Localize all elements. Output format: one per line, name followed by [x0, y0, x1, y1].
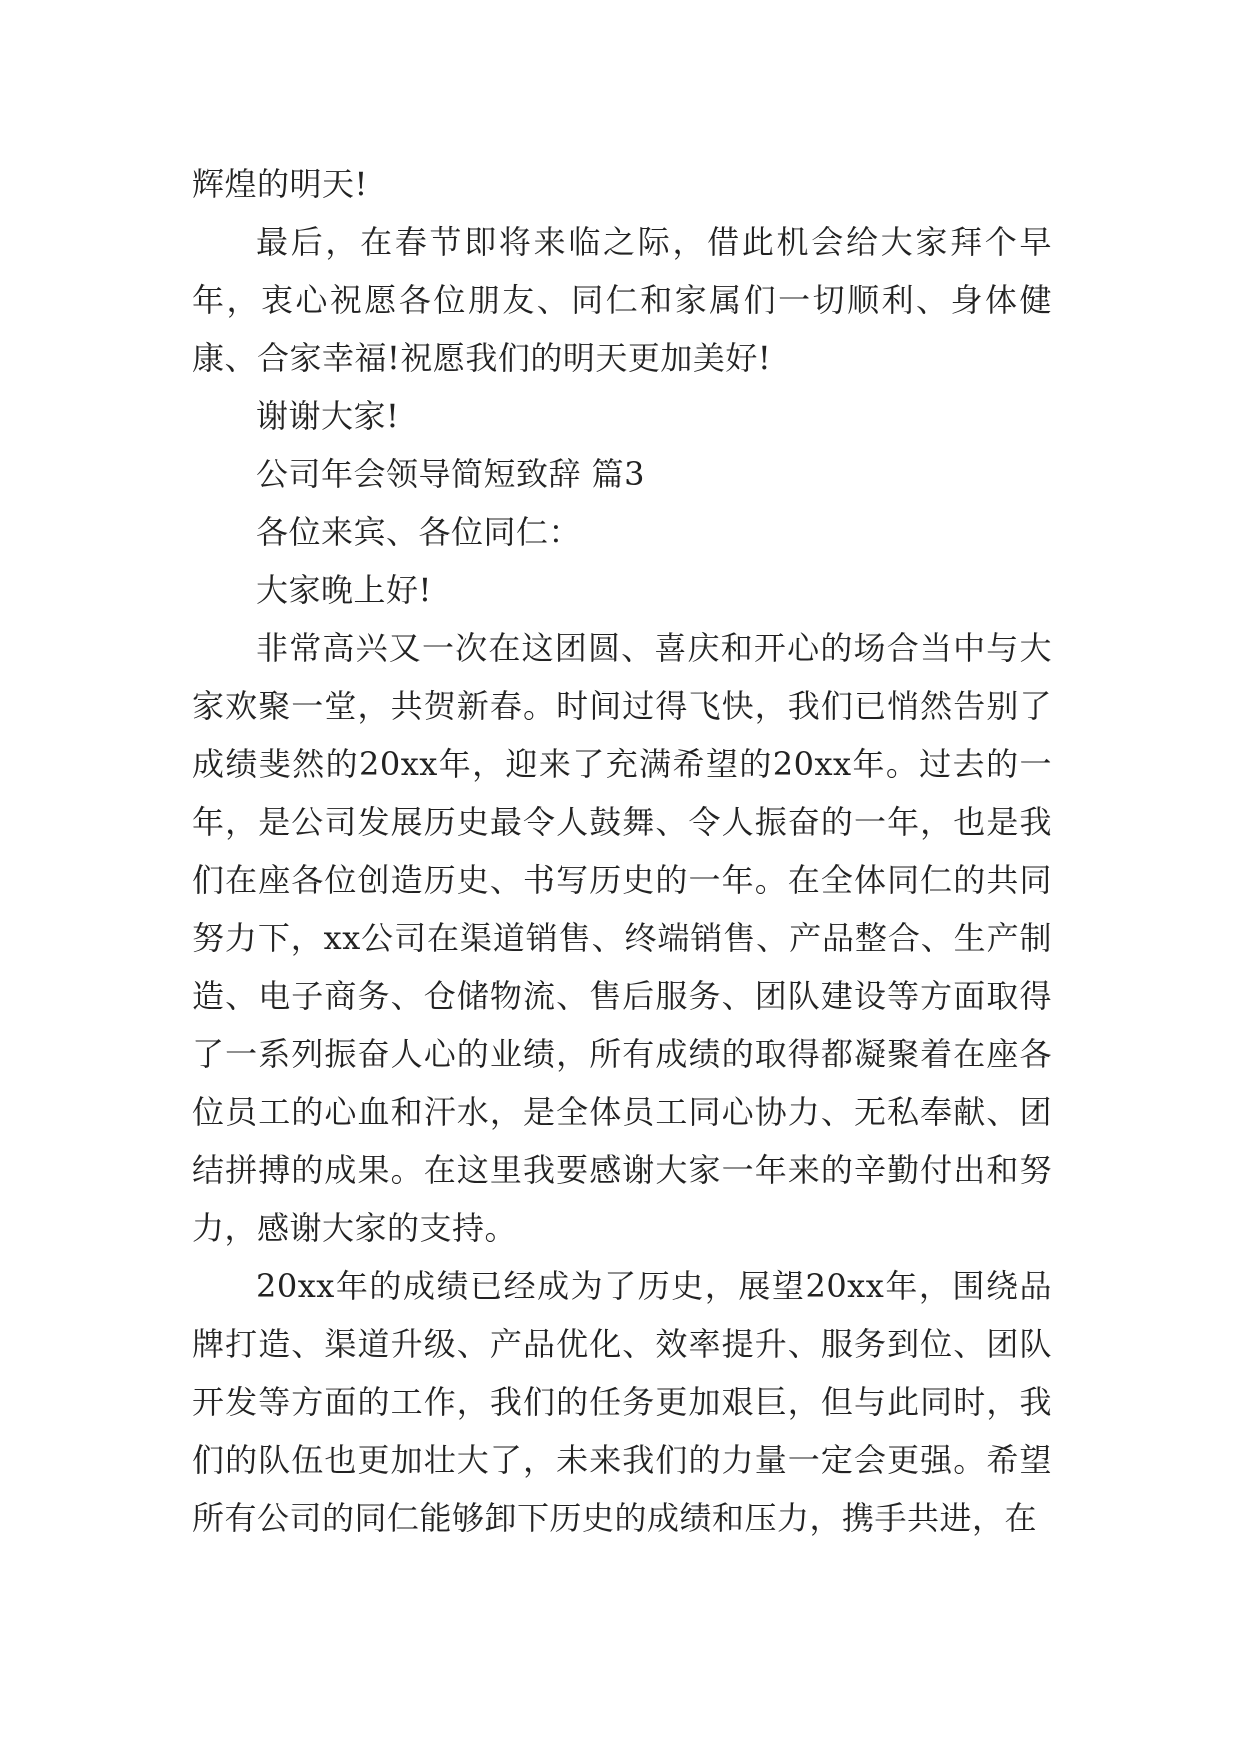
paragraph-thanks: 谢谢大家! — [256, 397, 400, 435]
paragraph-outlook: 20xx年的成绩已经成为了历史，展望20xx年，围绕品牌打造、渠道升级、产品优化、效率提升、服务到位、团队开发等方面的工作，我们的任务更加艰巨，但与此同时，我们的队伍也更加壮大了，未来我们的力量一定会更强。希望所有公司的同仁能够卸下历史的成绩和压力，携手共进，在 — [192, 1267, 1052, 1537]
paragraph-greeting: 大家晚上好! — [256, 571, 432, 609]
document-body — [192, 155, 1052, 1547]
section-heading: 公司年会领导简短致辞 篇3 — [256, 455, 646, 493]
paragraph-new-year-wishes: 最后，在春节即将来临之际，借此机会给大家拜个早年，衷心祝愿各位朋友、同仁和家属们一切顺利、身体健康、合家幸福!祝愿我们的明天更加美好! — [192, 223, 1052, 377]
paragraph-closing-line: 辉煌的明天! — [192, 165, 368, 203]
paragraph-salutation: 各位来宾、各位同仁： — [256, 513, 582, 551]
paragraph-review: 非常高兴又一次在这团圆、喜庆和开心的场合当中与大家欢聚一堂，共贺新春。时间过得飞快，我们已悄然告别了成绩斐然的20xx年，迎来了充满希望的20xx年。过去的一年，是公司发展历史最令人鼓舞、令人振奋的一年，也是我们在座各位创造历史、书写历史的一年。在全体同仁的共同努力下，xx公司在渠道销售、终端销售、产品整合、生产制造、电子商务、仓储物流、售后服务、团队建设等方面取得了一系列振奋人心的业绩，所有成绩的取得都凝聚着在座各位员工的心血和汗水，是全体员工同心协力、无私奉献、团结拼搏的成果。在这里我要感谢大家一年来的辛勤付出和努力，感谢大家的支持。 — [192, 629, 1052, 1247]
